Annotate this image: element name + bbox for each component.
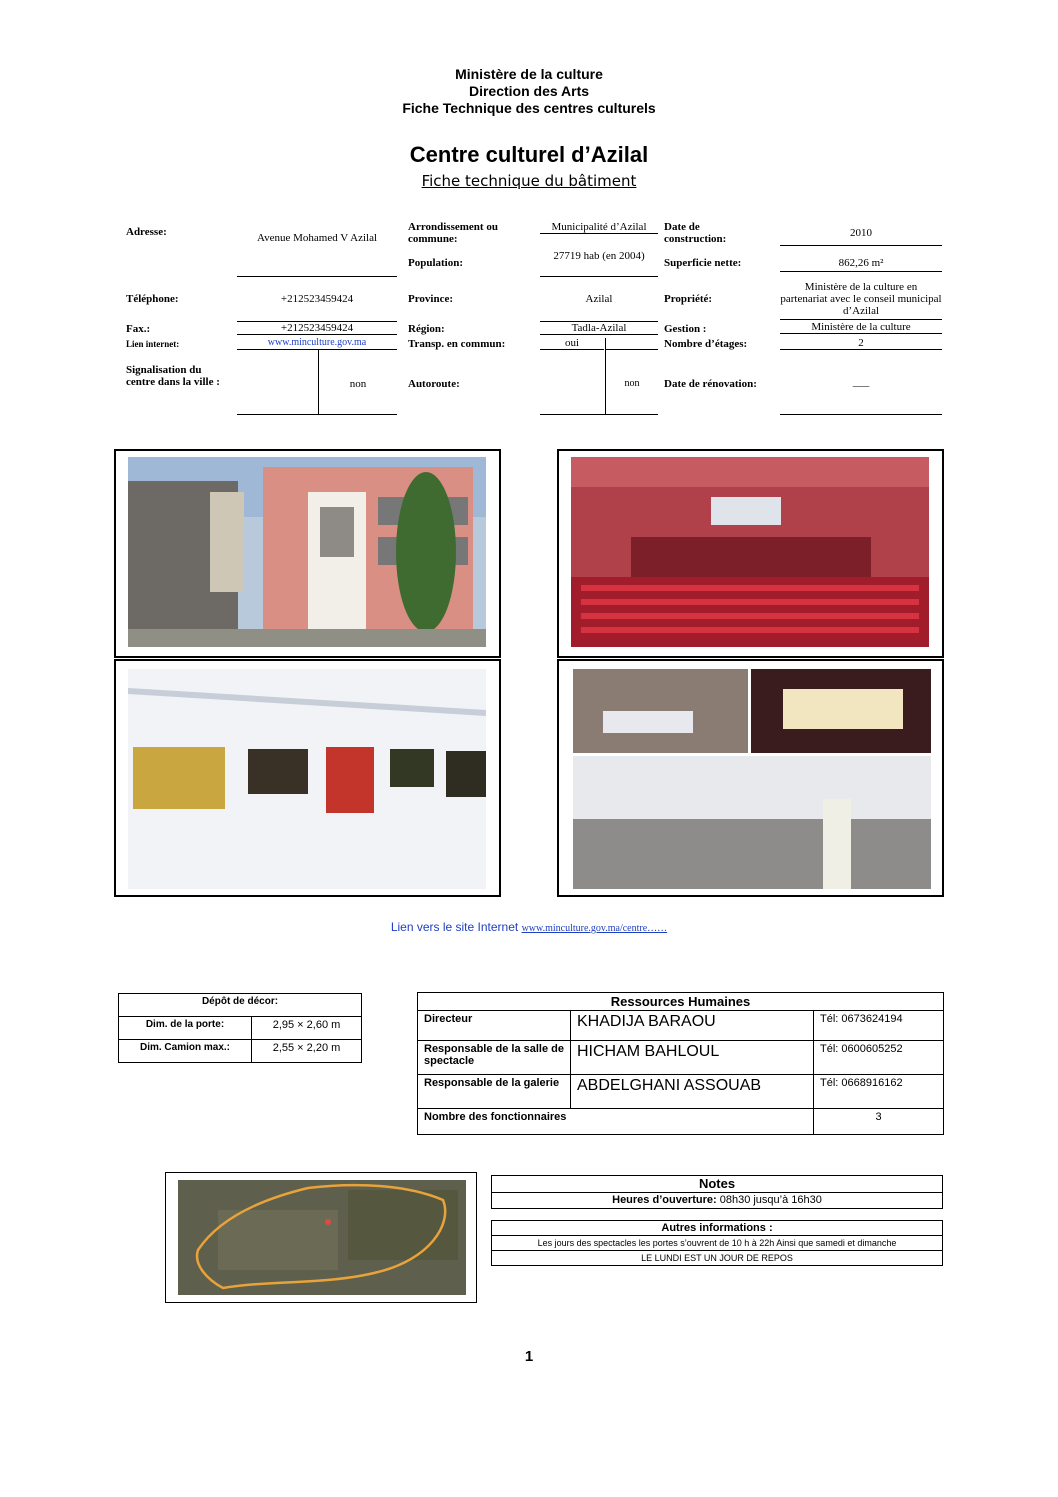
notes-title: Notes (491, 1175, 943, 1193)
decor-camion-label: Dim. Camion max.: (119, 1040, 252, 1063)
fax-value: +212523459424 (237, 321, 397, 335)
notes-hours (491, 1193, 943, 1209)
signalisation-label: Signalisation du centre dans la ville : (126, 364, 220, 388)
autoroute-label: Autoroute: (408, 378, 460, 390)
gallery-photo (128, 669, 486, 889)
notes-panel (491, 1175, 943, 1266)
notes-spacer (491, 1209, 943, 1220)
etages-value: 2 (780, 337, 942, 350)
photo-frame-gallery (114, 659, 501, 897)
decor-porte-value: 2,95 × 2,60 m (252, 1017, 362, 1040)
rh-name-1: KHADIJA BARAOU (571, 1011, 814, 1041)
theater-photo (571, 457, 929, 647)
photo-frame-activities (557, 659, 944, 897)
superficie-value: 862,26 m² (780, 257, 942, 272)
rh-role-1: Directeur (418, 1011, 571, 1041)
region-value: Tadla-Azilal (540, 321, 658, 335)
site-link-line (0, 920, 1058, 934)
rh-role-2: Responsable de la salle de spectacle (418, 1041, 571, 1075)
transp-label: Transp. en commun: (408, 338, 506, 350)
region-label: Région: (408, 323, 445, 335)
superficie-label: Superficie nette: (664, 257, 742, 269)
rh-tel-1: Tél: 0673624194 (814, 1011, 944, 1041)
notes-other-title: Autres informations : (491, 1220, 943, 1236)
transp-value: oui (540, 337, 604, 350)
notes-hours-label: Heures d’ouverture: (612, 1194, 717, 1206)
propriete-label: Propriété: (664, 293, 713, 305)
lien-value[interactable]: www.minculture.gov.ma (237, 337, 397, 350)
gestion-value: Ministère de la culture (780, 321, 942, 334)
decor-camion-value: 2,55 × 2,20 m (252, 1040, 362, 1063)
page-number: 1 (524, 1348, 534, 1365)
signalisation-value: non (349, 378, 367, 390)
rh-role-3: Responsable de la galerie (418, 1075, 571, 1109)
rh-tel-2: Tél: 0600605252 (814, 1041, 944, 1075)
rh-tel-3: Tél: 0668916162 (814, 1075, 944, 1109)
transp-blank (606, 337, 658, 350)
photo-frame-theater (557, 449, 944, 658)
decor-title: Dépôt de décor: (119, 994, 362, 1017)
etages-label: Nombre d’étages: (664, 338, 748, 350)
population-label: Population: (408, 257, 464, 269)
gestion-label: Gestion : (664, 323, 707, 335)
site-link-label: Lien vers le site Internet (390, 920, 519, 934)
map-frame (165, 1172, 477, 1303)
date-construction-value: 2010 (780, 227, 942, 246)
population-value: 27719 hab (en 2004) (540, 250, 658, 277)
facade-photo (128, 457, 486, 647)
telephone-label: Téléphone: (126, 293, 179, 305)
rh-table (417, 992, 944, 1135)
site-link-url[interactable]: www.minculture.gov.ma/centre…… (521, 923, 668, 934)
renovation-value: ___ (852, 376, 870, 388)
rh-title: Ressources Humaines (418, 993, 944, 1011)
photo-frame-facade (114, 449, 501, 658)
adresse-label: Adresse: (126, 226, 167, 238)
notes-other-line2: LE LUNDI EST UN JOUR DE REPOS (491, 1251, 943, 1266)
autoroute-value: non (624, 378, 640, 389)
renovation-box (780, 350, 942, 415)
location-map (178, 1180, 466, 1295)
decor-table (118, 993, 362, 1063)
telephone-value: +212523459424 (280, 293, 354, 305)
propriete-value: Ministère de la culture en partenariat avec le conseil municipal d’Azilal (780, 281, 942, 320)
rh-count-label: Nombre des fonctionnaires (418, 1109, 814, 1135)
page-title: Centre culturel d’Azilal (409, 142, 649, 167)
date-construction-label: Date de construction: (664, 221, 727, 245)
lien-label: Lien internet: (126, 339, 180, 349)
renovation-label: Date de rénovation: (664, 378, 757, 390)
notes-other-line1: Les jours des spectacles les portes s’ouvrent de 10 h à 22h Ainsi que samedi et dimanche (491, 1236, 943, 1251)
ministry-line: Ministère de la culture (455, 66, 603, 82)
direction-line: Direction des Arts (468, 83, 590, 99)
province-label: Province: (408, 293, 454, 305)
adresse-value: Avenue Mohamed V Azilal (237, 232, 397, 277)
decor-porte-label: Dim. de la porte: (119, 1017, 252, 1040)
page-subtitle: Fiche technique du bâtiment (421, 172, 637, 190)
arrondissement-label: Arrondissement ou commune: (408, 221, 498, 245)
province-value: Azilal (585, 293, 613, 305)
arrondissement-value: Municipalité d’Azilal (540, 221, 658, 234)
fiche-line: Fiche Technique des centres culturels (402, 100, 656, 116)
rh-count-value: 3 (814, 1109, 944, 1135)
rh-name-2: HICHAM BAHLOUL (571, 1041, 814, 1075)
activities-collage (573, 669, 931, 889)
fax-label: Fax.: (126, 323, 151, 335)
notes-hours-value: 08h30 jusqu’à 16h30 (719, 1194, 822, 1206)
rh-name-3: ABDELGHANI ASSOUAB (571, 1075, 814, 1109)
